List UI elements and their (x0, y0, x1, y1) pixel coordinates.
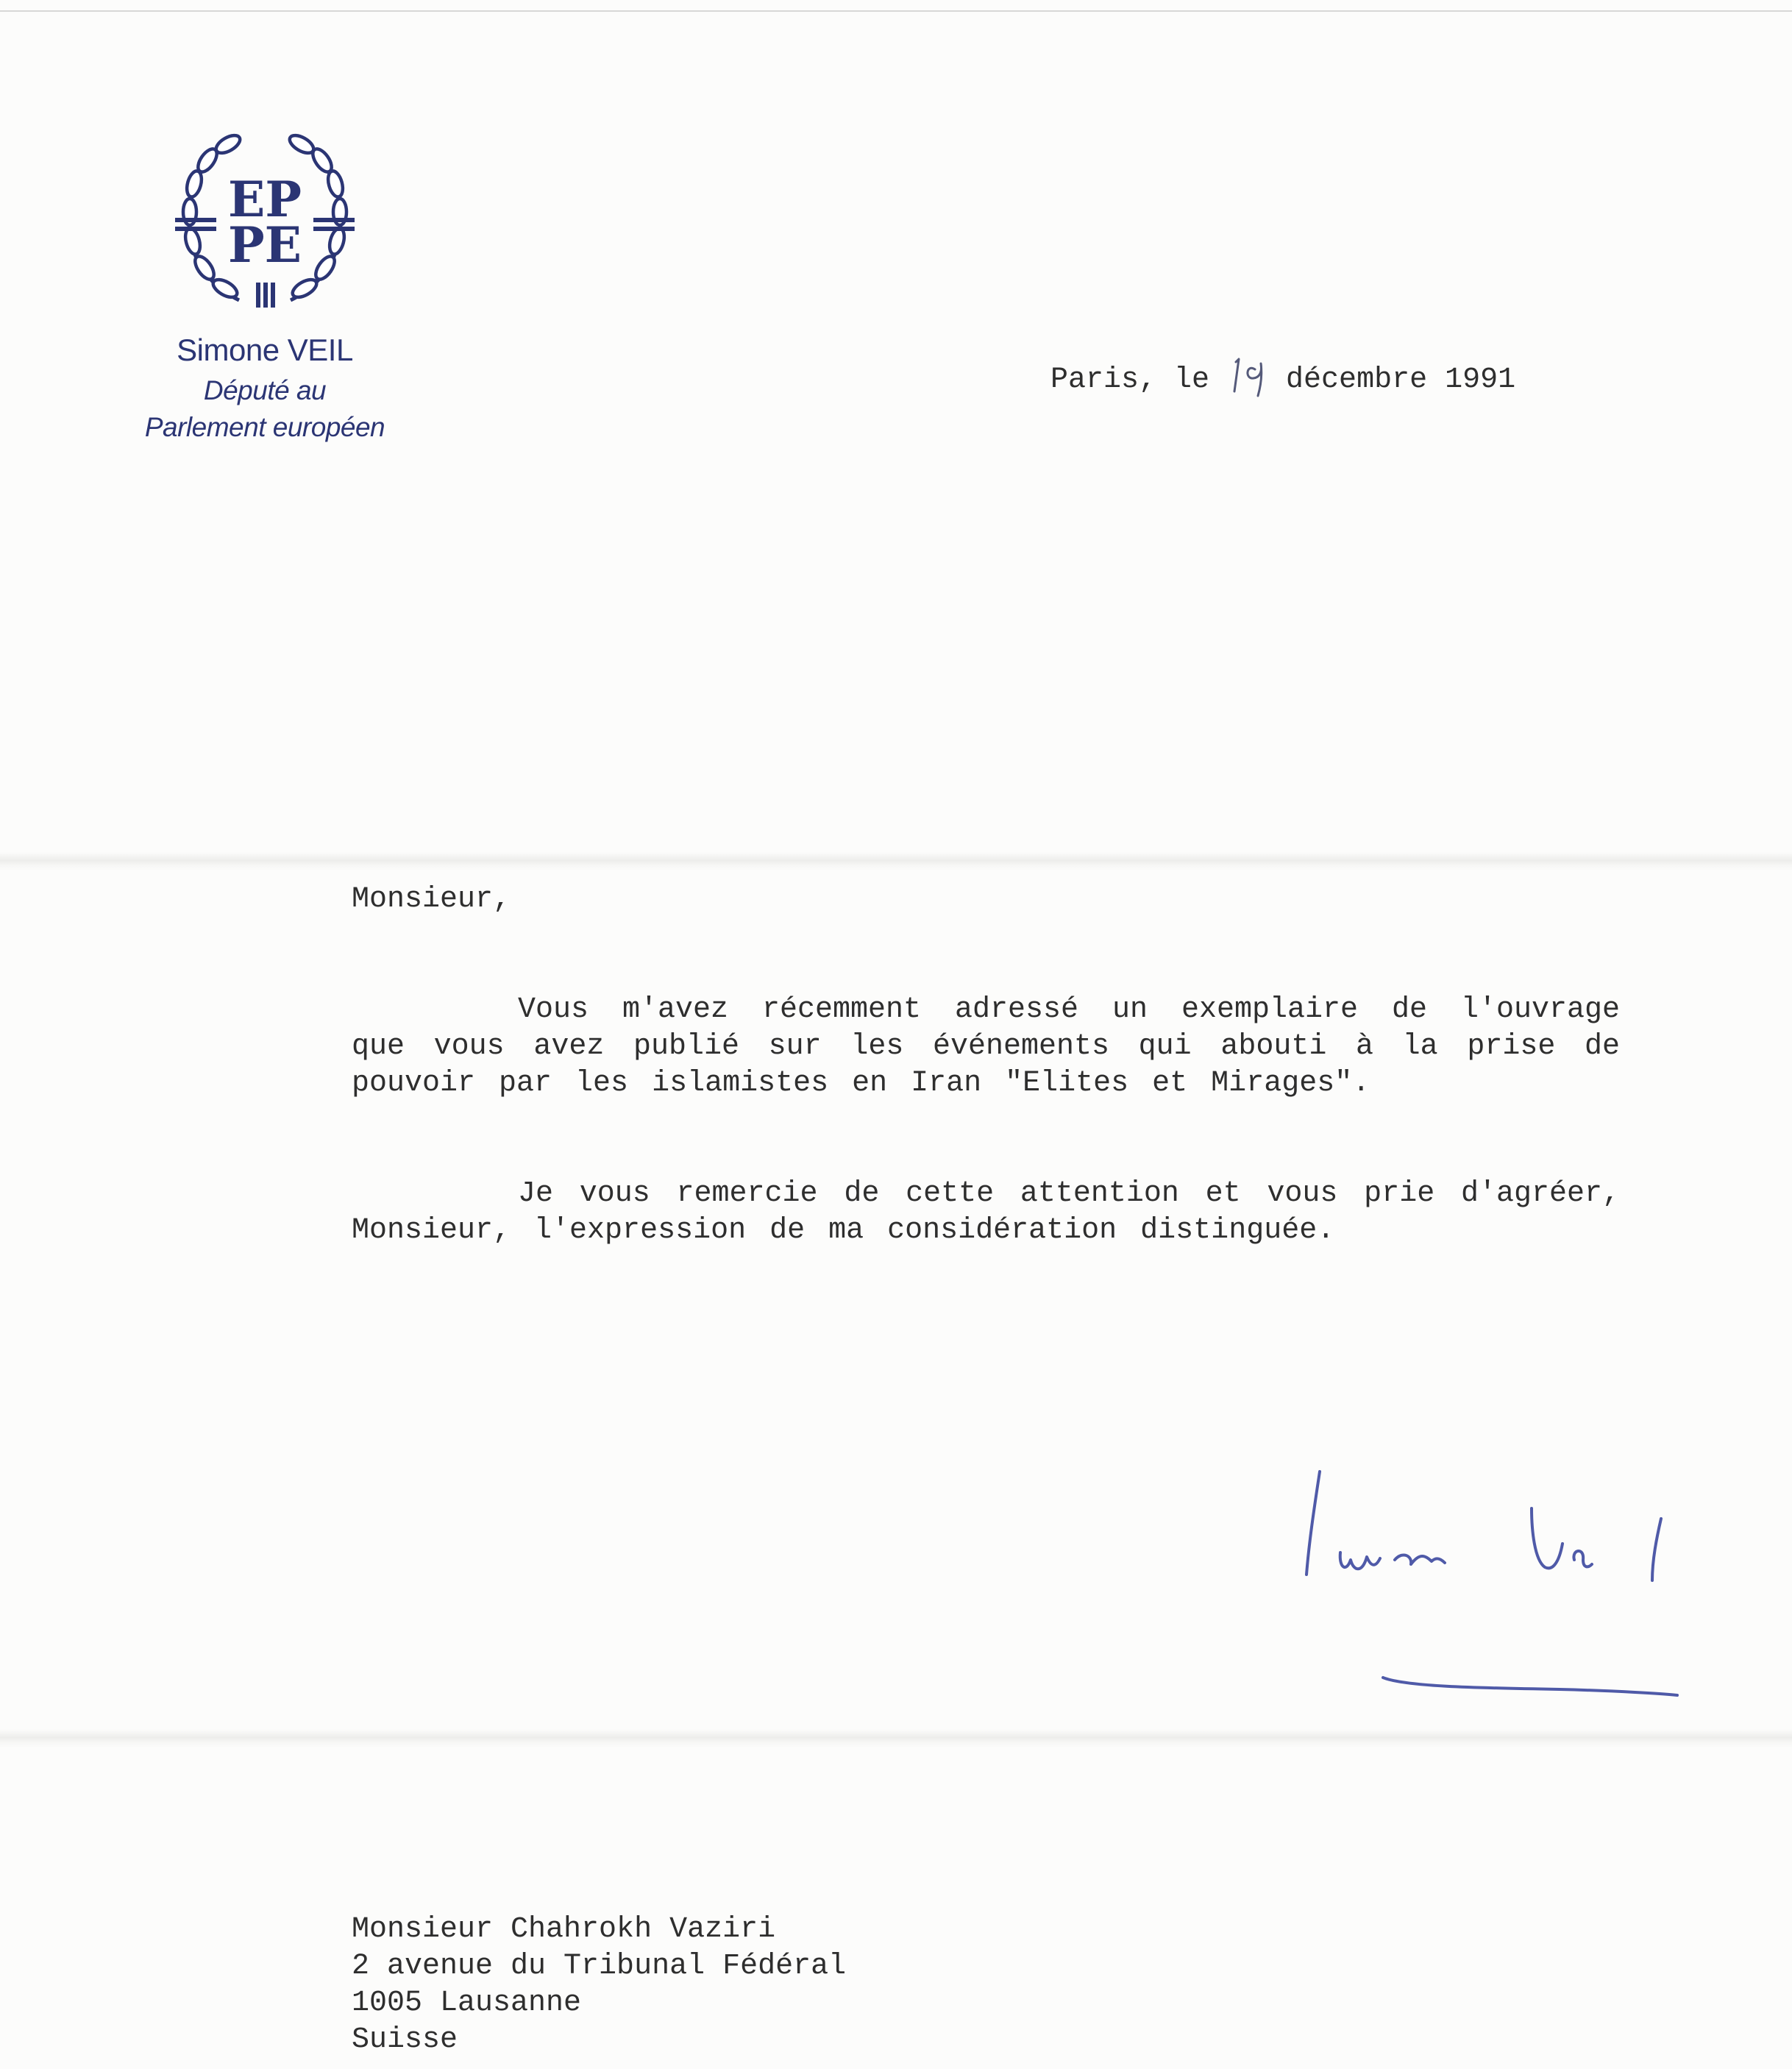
dateline (1050, 362, 1515, 399)
recipient-country: Suisse (352, 2023, 458, 2056)
paper-fold-upper (0, 852, 1792, 871)
sender-name: Simone VEIL (177, 333, 353, 367)
logo-text-bottom: PE (228, 216, 302, 274)
paper-fold-lower (0, 1729, 1792, 1748)
letterhead (110, 125, 419, 446)
page-top-edge (0, 10, 1792, 12)
recipient-name: Monsieur Chahrokh Vaziri (352, 1913, 776, 1946)
sender-title-line1: Député au (203, 375, 327, 405)
body-paragraph-2: Je vous remercie de cette attention et vous prie d'agréer, Monsieur, l'expression de ma considération distinguée. (352, 1177, 1620, 1247)
ep-pe-wreath-logo-icon (169, 125, 360, 316)
dateline-suffix: décembre 1991 (1286, 363, 1516, 397)
body-paragraph-1: Vous m'avez récemment adressé un exemplaire de l'ouvrage que vous avez publié sur les événements qui abouti à la prise de pouvoir par les islamistes en Iran "Elites et Mirages". (352, 993, 1620, 1100)
handwritten-signature (1295, 1457, 1707, 1707)
recipient-address (352, 1912, 846, 2059)
recipient-street: 2 avenue du Tribunal Fédéral (352, 1950, 847, 1983)
dateline-prefix: Paris, le (1050, 363, 1210, 397)
salutation: Monsieur, (352, 883, 511, 916)
handwritten-day-number (1230, 353, 1274, 405)
recipient-city: 1005 Lausanne (352, 1987, 582, 2020)
logo-text-top: EP (228, 171, 302, 228)
sender-title-line2: Parlement européen (144, 412, 385, 442)
